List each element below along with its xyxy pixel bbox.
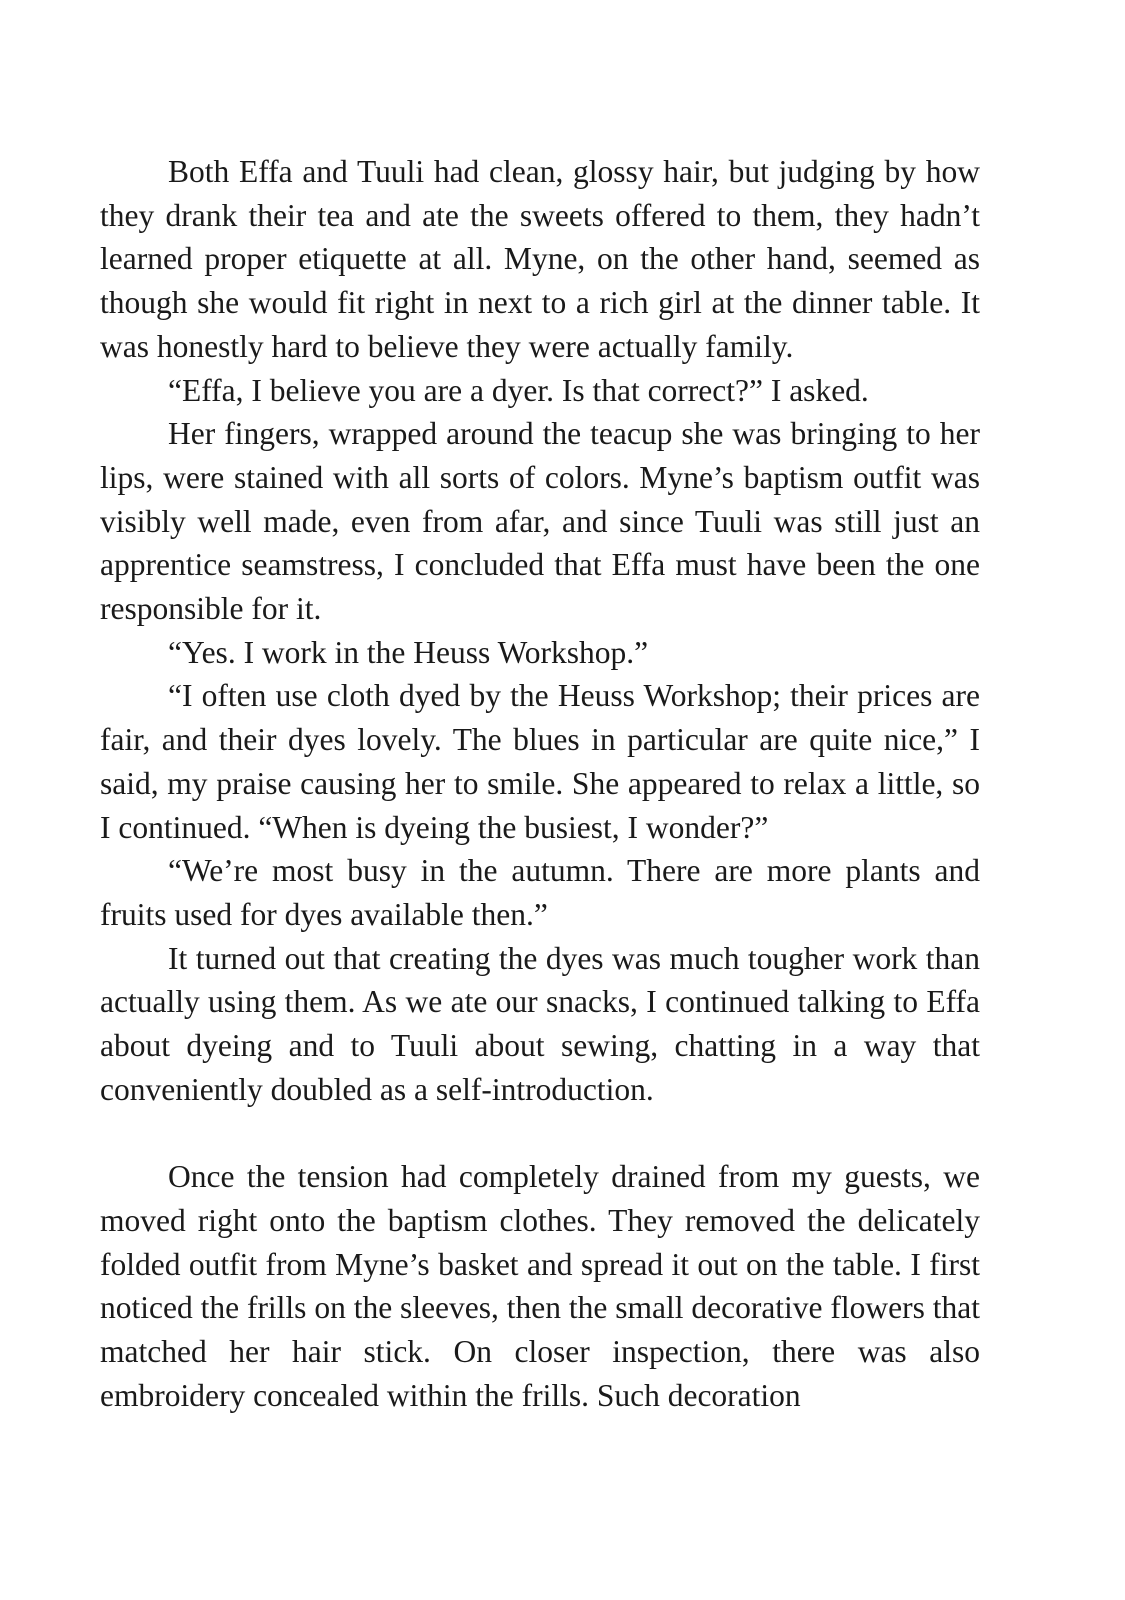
body-text (100, 150, 980, 1417)
paragraph-heuss-workshop: “Yes. I work in the Heuss Workshop.” (168, 634, 649, 670)
paragraph-stained-fingers: Her fingers, wrapped around the teacup she was bringing to her lips, were stained with all sorts of colors. Myne’s baptism outfit was visibly well made, even from afar, and since Tuuli was still just an apprentice seamstress, I concluded that Effa must have been the one responsible for it. (100, 416, 980, 627)
paragraph-baptism-clothes: Once the tension had completely drained from my guests, we moved right onto the baptism clothes. They removed the delicately folded outfit from Myne’s basket and spread it out on the table. I first noticed the frills on the sleeves, then the small decorative flowers that matched her hair stick. On closer inspection, there was also embroidery concealed within the frills. Such decoration (100, 1159, 980, 1413)
paragraph-cloth-praise: “I often use cloth dyed by the Heuss Workshop; their prices are fair, and their dyes lovely. The blues in particular are quite nice,” I said, my praise causing her to smile. She appeared to relax a little, so I continued. “When is dyeing the busiest, I wonder?” (100, 678, 980, 845)
paragraph-dye-work: It turned out that creating the dyes was much tougher work than actually using them. As we ate our snacks, I continued talking to Effa about dyeing and to Tuuli about sewing, chatting in a way that conveniently doubled as a self-introduction. (100, 940, 980, 1107)
section-break (100, 1111, 980, 1155)
paragraph-autumn-busy: “We’re most busy in the autumn. There are more plants and fruits used for dyes available then.” (100, 853, 980, 932)
paragraph-etiquette: Both Effa and Tuuli had clean, glossy hair, but judging by how they drank their tea and ate the sweets offered to them, they hadn’t learned proper etiquette at all. Myne, on the other hand, seemed as though she would fit right in next to a rich girl at the dinner table. It was honestly hard to believe they were actually family. (100, 154, 980, 364)
paragraph-dyer-question: “Effa, I believe you are a dyer. Is that correct?” I asked. (168, 372, 869, 408)
